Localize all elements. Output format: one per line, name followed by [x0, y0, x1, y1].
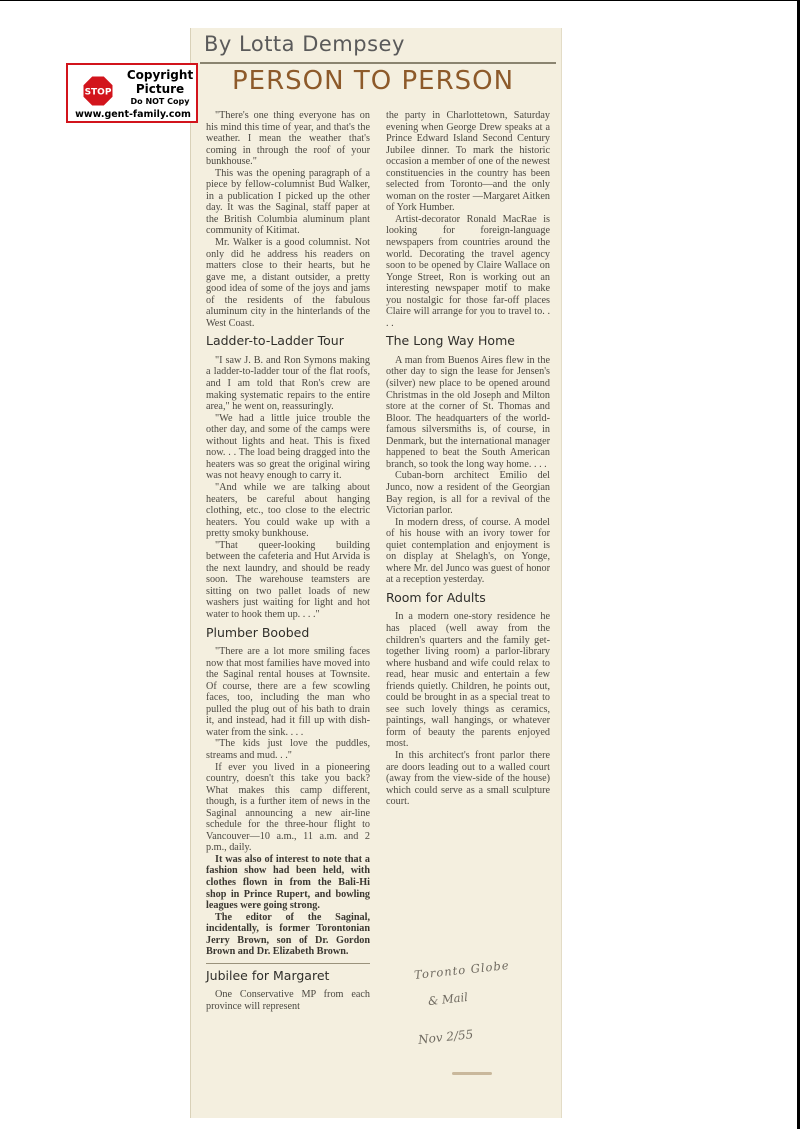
paragraph: Artist-decorator Ronald MacRae is looking for foreign-language newspapers from countries around the world. Decorating the travel agency soon to be opened by Claire Wallace on Yonge Street, Ron is working out an interesting newspaper motif to make you nostalgic for those far-off places Claire will arrange for you to travel to. . . . [386, 213, 550, 329]
article-column-1 [206, 110, 370, 1012]
section-divider [206, 963, 370, 964]
ink-smudge [452, 1072, 492, 1075]
article-column-2 [386, 110, 550, 808]
paragraph: One Conservative MP from each province will represent [206, 989, 370, 1012]
stamp-title: Copyright Picture [126, 68, 194, 96]
subheading-room-for-adults: Room for Adults [386, 589, 486, 605]
paragraph: It was also of interest to note that a fashion show had been held, with clothes flown in from the Bali-Hi shop in Prince Rupert, and bowling leagues were going strong. [206, 853, 370, 912]
subheading-long-way-home: The Long Way Home [386, 333, 515, 349]
paragraph: In this architect's front parlor there are doors leading out to a walled court (away from the view-side of the house) which could serve as a small sculpture court. [386, 749, 550, 808]
paragraph: In a modern one-story residence he has placed (well away from the children's quarters and the family get-together living room) a parlor-library where husband and wife could relax to read, hear music and entertain a few friends quietly. Children, he points out, could be brought in as a special treat to see such lovely things as ceramics, paintings, wall hangings, or whatever form of beauty the parents enjoyed most. [386, 611, 550, 750]
paragraph: In modern dress, of course. A model of his house with an ivory tower for quiet contemplation and enjoyment is on display at Shelagh's, on Yonge, where Mr. del Junco was guest of honor at a reception yesterday. [386, 516, 550, 586]
paragraph: "I saw J. B. and Ron Symons making a ladder-to-ladder tour of the flat roofs, and I am told that Ron's crew are making systematic repairs to the entire area," he went on, reassuringly. [206, 354, 370, 413]
column-headline: PERSON TO PERSON [232, 66, 515, 96]
paragraph: "There's one thing everyone has on his mind this time of year, and that's the weather. I mean the weather that's coming in through the roof of your bunkhouse." [206, 110, 370, 168]
paragraph: the party in Charlottetown, Saturday evening when George Drew speaks at a Prince Edward Island Second Century Jubilee dinner. To mark the historic occasion a member of one of the newest constituencies in the country has been selected from Toronto—and the only woman on the roster —Margaret Aitken of York Humber. [386, 110, 550, 214]
stamp-url: www.gent-family.com [75, 109, 191, 120]
paragraph: "We had a little juice trouble the other day, and some of the camps were without lights and heat. This is fixed now. . . The load being dragged into the heaters was so great the original wiring was not heavy enough to carry it. [206, 412, 370, 482]
subheading-ladder-tour: Ladder-to-Ladder Tour [206, 333, 344, 349]
stop-sign-text: STOP [84, 87, 112, 98]
paragraph: If ever you lived in a pioneering country, doesn't this take you back? What makes this camp different, though, is a further item of news in the Saginal announcing a new air-line schedule for the three-hour flight to Vancouver—10 a.m., 11 a.m. and 2 p.m., daily. [206, 761, 370, 854]
handwritten-date: Nov 2/55 [417, 1027, 474, 1047]
top-frame-line [0, 0, 800, 1]
byline-rule [200, 62, 556, 64]
paragraph: A man from Buenos Aires flew in the other day to sign the lease for Jensen's (silver) new place to be opened around Christmas in the old Joseph and Milton store at the corner of St. Thomas and Bloor. The headquarters of the world-famous silversmiths is, of course, in Denmark, but the international manager happened to beat the South American branch, so took the long way home. . . . [386, 354, 550, 470]
paragraph: The editor of the Saginal, incidentally, is former Torontonian Jerry Brown, son of Dr. Gordon Brown and Dr. Elizabeth Brown. [206, 911, 370, 958]
subheading-jubilee: Jubilee for Margaret [206, 967, 330, 983]
stamp-subtitle: Do NOT Copy [130, 97, 190, 106]
paragraph: "There are a lot more smiling faces now that most families have moved into the Saginal rental houses at Townsite. Of course, there are a few scowling faces, too, including the man who pulled the plug out of his bath to drain it, and instead, had it fill up with dish-water from the sink. . . . [206, 646, 370, 738]
paragraph: Mr. Walker is a good columnist. Not only did he address his readers on matters close to their hearts, but he gave me, a distant outsider, a pretty good idea of some of the joys and jams of the residents of the fabulous aluminum city in the hinterlands of the West Coast. [206, 237, 370, 329]
paragraph: "That queer-looking building between the cafeteria and Hut Arvida is the next laundry, and should be ready soon. The warehouse teamsters are sitting on two pallet loads of new washers just waiting for light and hot water to hook them up. . . ." [206, 539, 370, 620]
paragraph: "And while we are talking about heaters, be careful about hanging clothing, etc., too close to the electric heaters. You could wake up with a pretty smoky bunkhouse. [206, 481, 370, 540]
handwritten-source-line2: & Mail [427, 989, 469, 1009]
stop-sign-icon [82, 75, 114, 107]
handwritten-source: Toronto Globe [413, 958, 511, 982]
byline: By Lotta Dempsey [204, 32, 405, 56]
paragraph: "The kids just love the puddles, streams and mud. . ." [206, 738, 370, 761]
copyright-stamp [66, 63, 198, 123]
paragraph: Cuban-born architect Emilio del Junco, now a resident of the Georgian Bay region, is all for a revival of the Victorian parlor. [386, 470, 550, 517]
paragraph: This was the opening paragraph of a piece by fellow-columnist Bud Walker, in a publication I picked up the other day. It was the Saginal, staff paper at the British Columbia aluminum plant community of Kitimat. [206, 167, 370, 237]
subheading-plumber-boobed: Plumber Boobed [206, 624, 310, 640]
